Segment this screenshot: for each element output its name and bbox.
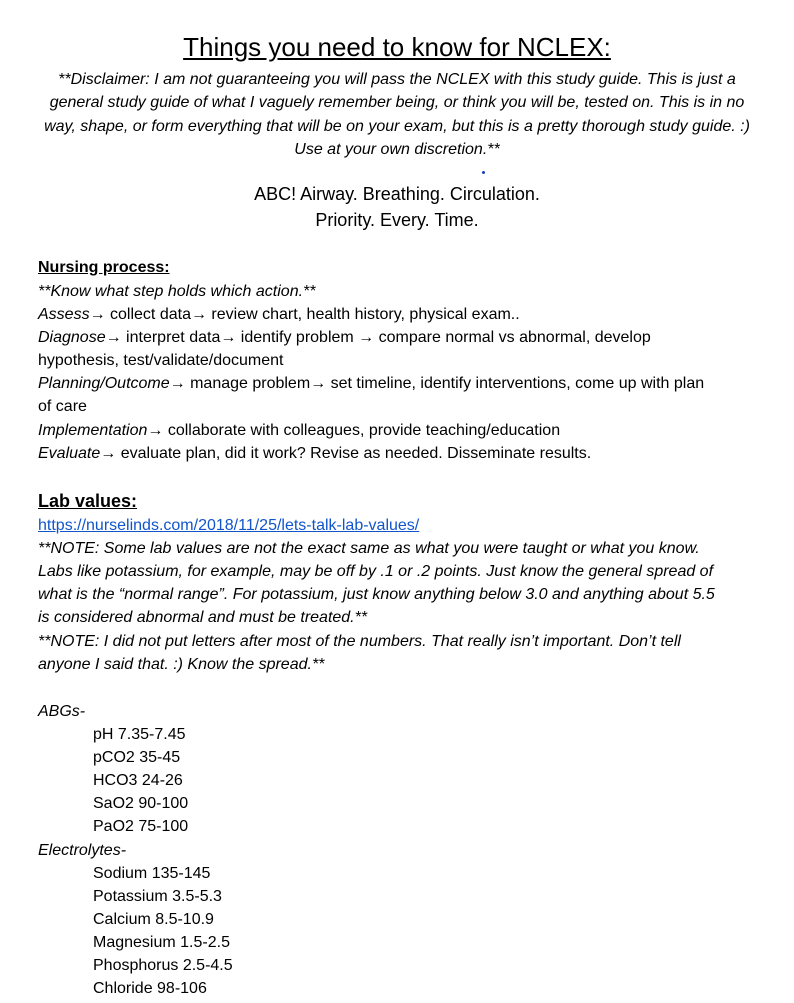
step-term: Planning/Outcome <box>38 375 170 392</box>
lab-item: pH 7.35-7.45 <box>93 726 186 743</box>
blue-dot-mark <box>482 171 485 174</box>
abgs-label: ABGs- <box>38 703 86 720</box>
lab-item: Sodium 135-145 <box>93 865 211 882</box>
step-term: Assess <box>38 306 90 323</box>
electrolytes-label: Electrolytes- <box>38 842 127 859</box>
step-text: → evaluate plan, did it work? Revise as needed. Disseminate results. <box>100 445 592 462</box>
step-diagnose <box>38 326 651 349</box>
step-term: Evaluate <box>38 445 101 462</box>
step-diagnose-cont: hypothesis, test/validate/document <box>38 352 284 369</box>
step-implementation <box>38 419 560 442</box>
lab-item: Chloride 98-106 <box>93 980 207 997</box>
step-assess <box>38 303 520 326</box>
lab-item: Calcium 8.5-10.9 <box>93 911 214 928</box>
step-term: Implementation <box>38 422 148 439</box>
step-text: → interpret data→ identify problem → compare normal vs abnormal, develop <box>105 329 651 346</box>
page-title: Things you need to know for NCLEX: <box>183 32 611 62</box>
lab-item: pCO2 35-45 <box>93 749 181 766</box>
lab-note-line: **NOTE: Some lab values are not the exact same as what you were taught or what you know. <box>38 540 700 557</box>
step-term: Diagnose <box>38 329 106 346</box>
lab-note-line: Labs like potassium, for example, may be off by .1 or .2 points. Just know the general spread of <box>38 563 714 580</box>
step-planning <box>38 372 704 395</box>
abc-line: ABC! Airway. Breathing. Circulation. <box>254 184 540 204</box>
step-text: → manage problem→ set timeline, identify interventions, come up with plan <box>169 375 705 392</box>
disclaimer-text: **Disclaimer: I am not guaranteeing you will pass the NCLEX with this study guide. This is just a general study guide of what I vaguely remember being, or think you will be, tested on. This is in no way, shape, or form everything that will be on your exam, but this is a pretty thorough study guide. :) Use at your own discretion.** <box>44 71 750 158</box>
step-text: → collaborate with colleagues, provide teaching/education <box>147 422 561 439</box>
lab-item: PaO2 75-100 <box>93 818 189 835</box>
lab-item: Magnesium 1.5-2.5 <box>93 934 230 951</box>
nursing-process-note: **Know what step holds which action.** <box>38 283 316 300</box>
lab-values-link[interactable]: https://nurselinds.com/2018/11/25/lets-talk-lab-values/ <box>38 517 420 534</box>
lab-item: Potassium 3.5-5.3 <box>93 888 222 905</box>
lab-note-line: is considered abnormal and must be treated.** <box>38 609 368 626</box>
lab-item: Phosphorus 2.5-4.5 <box>93 957 233 974</box>
lab-note-line: what is the “normal range”. For potassium, just know anything below 3.0 and anything about 5.5 <box>38 586 715 603</box>
lab-item: HCO3 24-26 <box>93 772 183 789</box>
nursing-process-heading: Nursing process: <box>38 259 170 276</box>
priority-line: Priority. Every. Time. <box>315 210 479 230</box>
lab-item: SaO2 90-100 <box>93 795 189 812</box>
step-evaluate <box>38 442 591 465</box>
lab-note-line: anyone I said that. :) Know the spread.** <box>38 656 325 673</box>
step-text: → collect data→ review chart, health history, physical exam.. <box>89 306 520 323</box>
lab-values-heading: Lab values: <box>38 491 138 511</box>
step-planning-cont: of care <box>38 398 87 415</box>
lab-note-line: **NOTE: I did not put letters after most of the numbers. That really isn’t important. Don’t tell <box>38 633 681 650</box>
